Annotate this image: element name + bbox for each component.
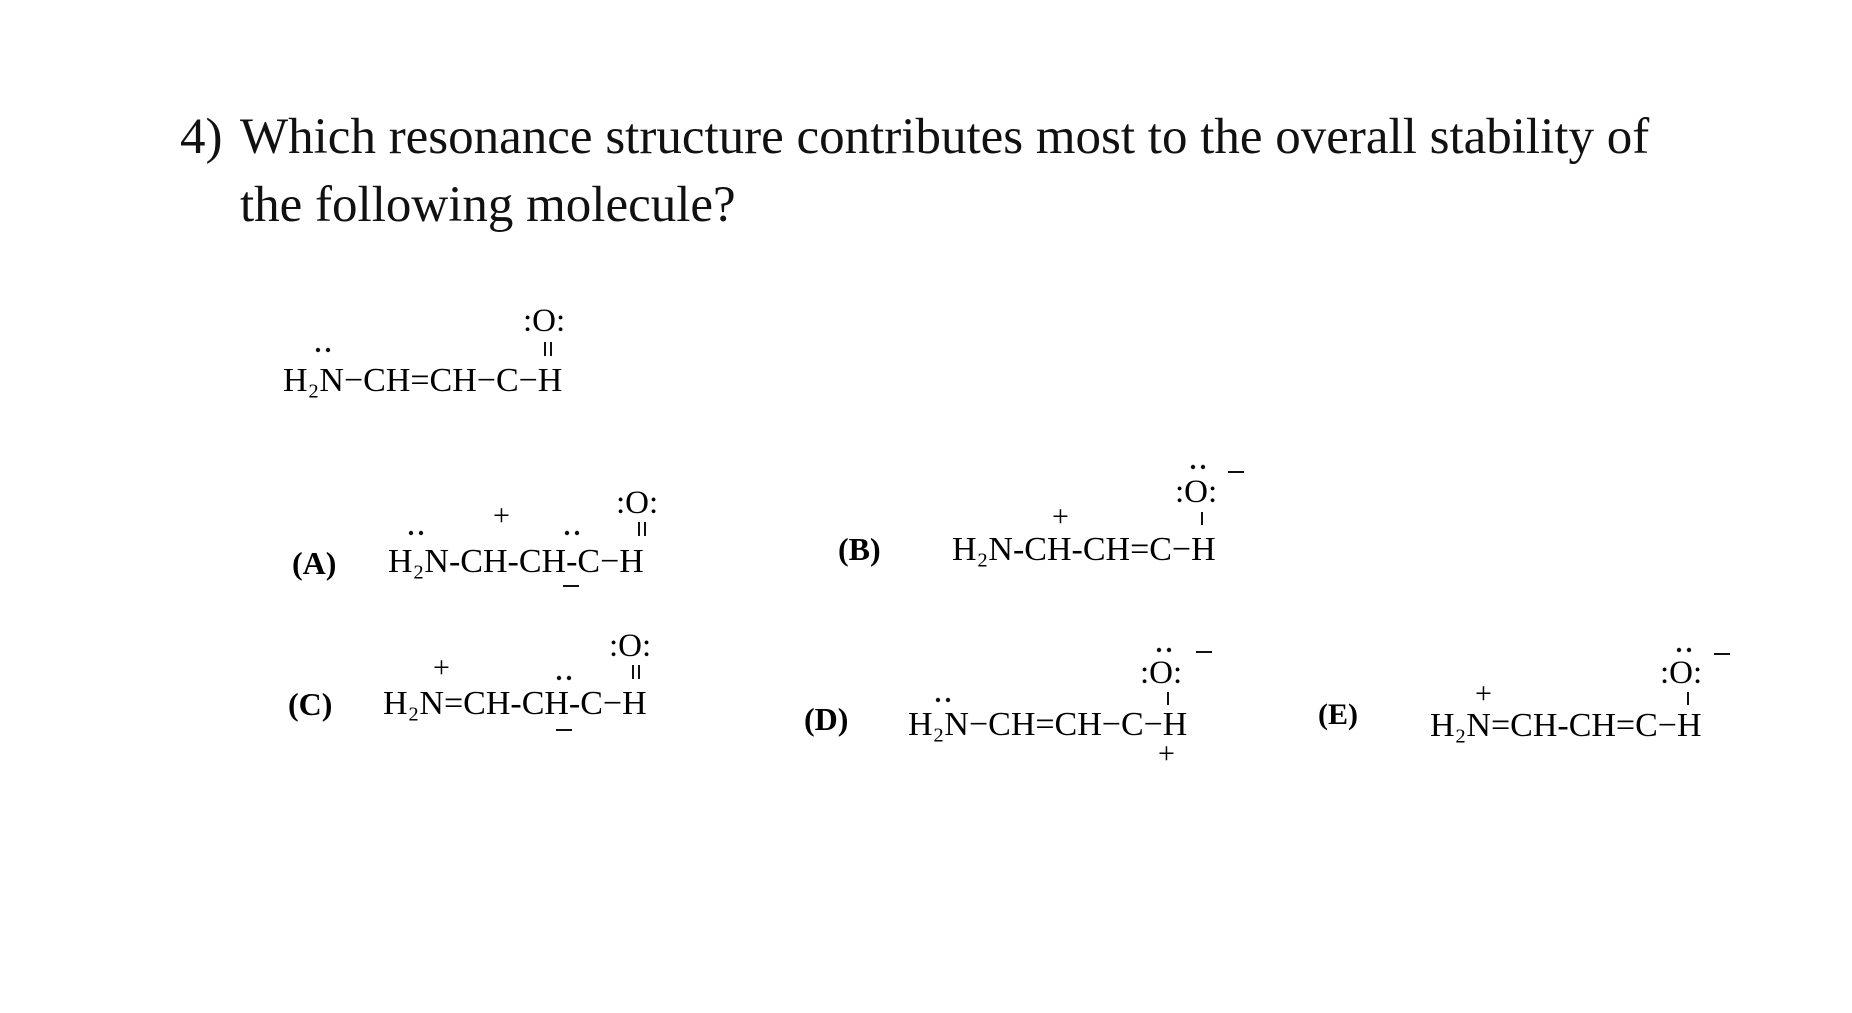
option-c-charge-plus: + — [433, 651, 450, 684]
lone-pair-dot — [567, 676, 571, 680]
option-d-charge-plus: + — [1158, 737, 1175, 770]
given-o-atom: :O: — [523, 303, 566, 339]
lone-pair-dot — [575, 531, 579, 535]
lone-pair-dot — [409, 531, 413, 535]
lone-pair-dot — [565, 531, 569, 535]
lone-pair-dot — [1157, 648, 1161, 652]
lone-pair-dot — [946, 698, 950, 702]
option-d-o-atom: :O: — [1140, 655, 1183, 691]
option-d-chain: H₂N−CH=CH−C−H — [908, 706, 1188, 743]
option-a-o-atom: :O: — [616, 485, 659, 521]
lone-pair-dot — [1167, 648, 1171, 652]
lone-pair-dot — [1191, 465, 1195, 469]
question-line-2: the following molecule? — [240, 177, 736, 233]
lone-pair-dot — [419, 531, 423, 535]
question-line-1: Which resonance structure contributes most to the overall stability of — [240, 109, 1650, 165]
option-b-chain: H₂N-CH-CH=C−H — [952, 531, 1216, 568]
option-e-charge-plus: + — [1475, 677, 1492, 710]
given-chain: H₂N−CH=CH−C−H — [283, 362, 563, 399]
lone-pair-dot — [557, 676, 561, 680]
option-c-o-atom: :O: — [609, 628, 652, 664]
option-a-label: (A) — [292, 545, 337, 581]
option-e-chain: H₂N=CH-CH=C−H — [1430, 707, 1702, 744]
option-a-chain: H₂N-CH-CH-C−H — [388, 543, 644, 580]
lone-pair-dot — [1201, 465, 1205, 469]
lone-pair-dot — [936, 698, 940, 702]
option-e-o-atom: :O: — [1660, 655, 1703, 691]
lone-pair-dot — [1677, 648, 1681, 652]
option-a-charge-plus: + — [493, 499, 510, 532]
lone-pair-dot — [1687, 648, 1691, 652]
option-e-label: (E) — [1318, 698, 1358, 731]
option-b-charge-plus: + — [1052, 500, 1069, 533]
option-b-label: (B) — [838, 531, 881, 567]
option-c-label: (C) — [288, 686, 333, 722]
option-c-chain: H₂N=CH-CH-C−H — [383, 685, 647, 722]
option-d-label: (D) — [804, 701, 849, 737]
question-number: 4) — [180, 109, 223, 165]
option-b-o-atom: :O: — [1175, 474, 1218, 510]
